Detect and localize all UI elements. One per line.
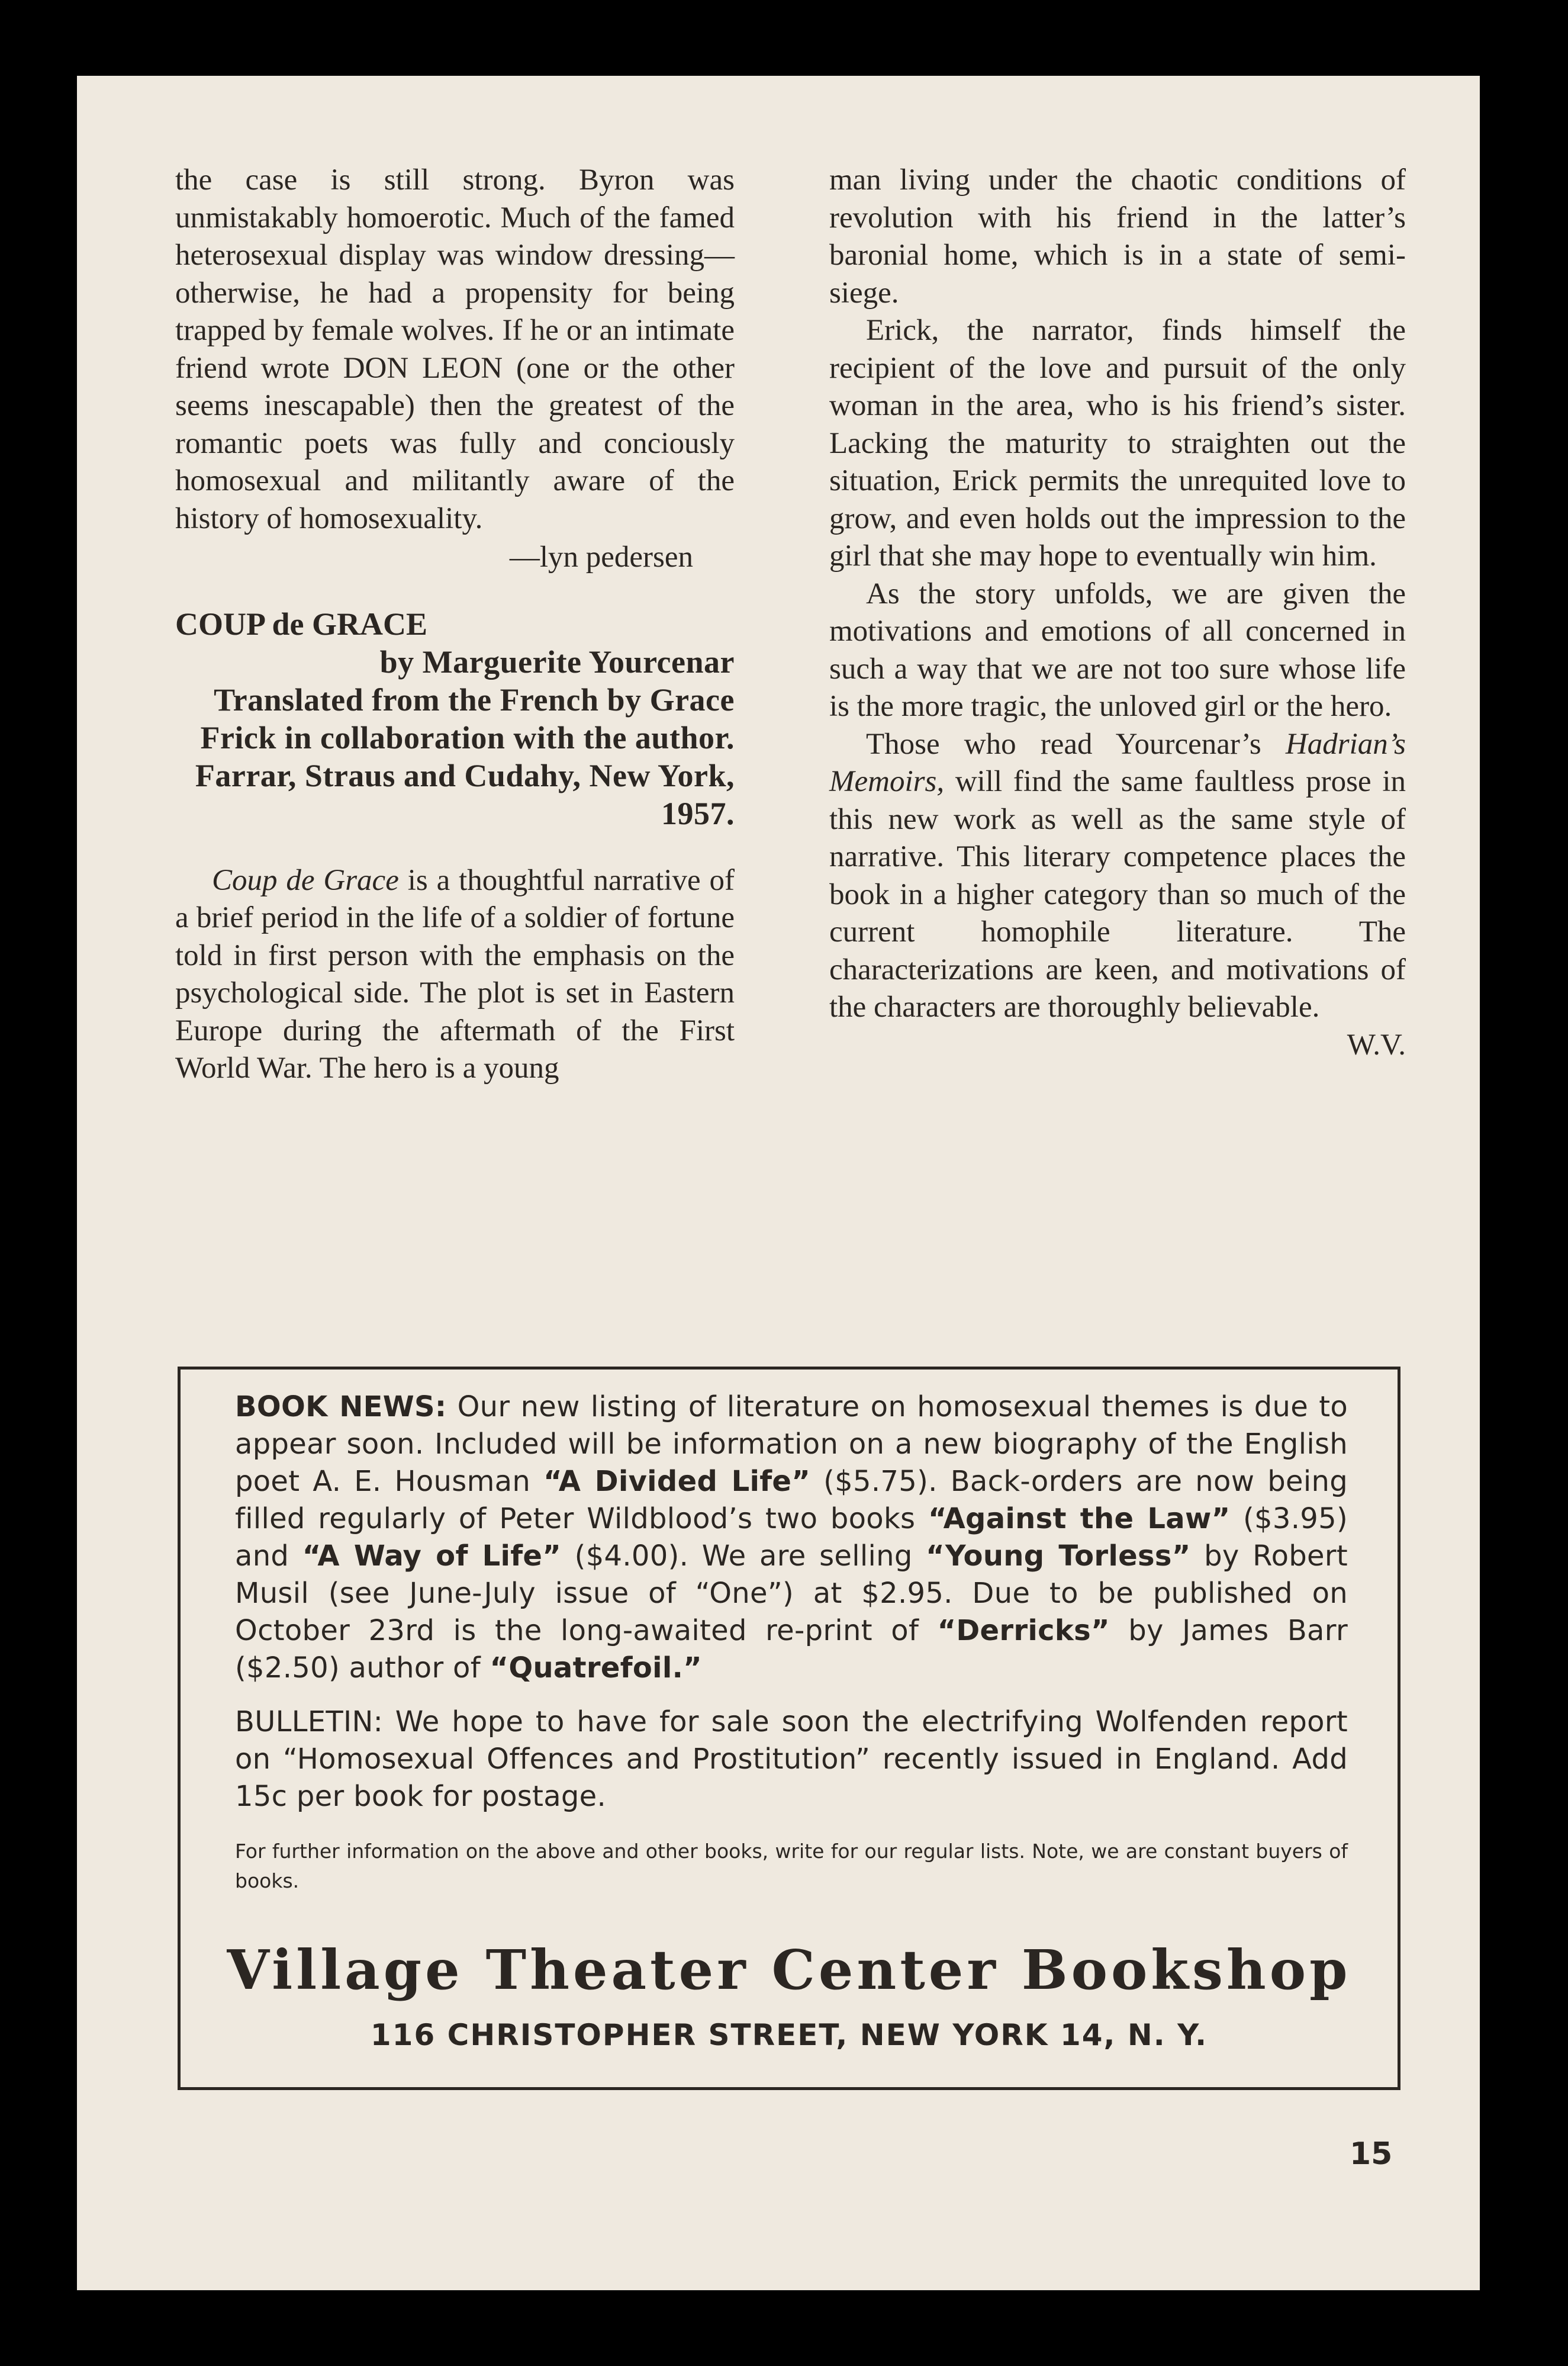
review-title: COUP de GRACE <box>175 606 428 642</box>
review-author: by Marguerite Yourcenar <box>379 644 735 680</box>
news-text: Our new listing of literature on homosexual themes is due to appear soon. Included will be information on a new biography of the English poet A. E. Housman <box>235 1390 1348 1498</box>
book-title: “A Divided Life” <box>543 1465 811 1498</box>
review-paragraph-erick: Erick, the narrator, finds himself the recipient of the love and pursuit of the only woman in the area, who is his friend’s sister. Lacking the maturity to straighten out the situation, Erick permits the unrequited love to grow, and even holds out the impression to the girl that she may hope to eventually win him. <box>829 314 1406 573</box>
page-number: 15 <box>1350 2136 1393 2172</box>
closing-text-start: Those who read Yourcenar’s <box>866 727 1261 761</box>
bookshop-advertisement <box>178 1367 1400 2090</box>
hadrians-memoirs-title: Hadrian’s Memoirs, <box>829 727 1406 798</box>
book-title: “Quatrefoil.” <box>490 1651 703 1685</box>
further-information: For further information on the above and other books, write for our regular lists. Note, we are constant buyers of books. <box>235 1840 1348 1892</box>
reviewer-initials: W.V. <box>1347 1028 1406 1062</box>
bookshop-name: Village Theater Center Bookshop <box>227 1938 1351 2002</box>
bulletin: BULLETIN: We hope to have for sale soon the electrifying Wolfenden report on “Homosexual Offences and Prostitution” recently issued in England. Add 15c per book for postage. <box>235 1705 1348 1813</box>
book-title: “Derricks” <box>937 1614 1110 1647</box>
magazine-page <box>77 76 1480 2290</box>
book-title: “Young Torless” <box>926 1539 1191 1573</box>
book-news <box>235 1388 1348 1687</box>
left-column <box>175 162 735 1088</box>
book-title: “A Way of Life” <box>302 1539 562 1573</box>
review-paragraph-story: As the story unfolds, we are given the motivations and emotions of all concerned in such a way that we are not too sure whose life is the more tragic, the unloved girl or the hero. <box>829 577 1406 723</box>
review-publication: Translated from the French by Grace Frick in collaboration with the author. Farrar, Straus and Cudahy, New York, 1957. <box>195 681 735 831</box>
news-text: by Robert Musil (see June-July issue of “One”) at $2.95. Due to be published on October 23rd is the long-awaited re-print of <box>235 1539 1348 1647</box>
news-text: ($5.75). Back-orders are now being filled regularly of Peter Wildblood’s two books <box>235 1465 1348 1535</box>
byron-paragraph: the case is still strong. Byron was unmistakably homoerotic. Much of the famed heterosexual display was window dressing—otherwise, he had a propensity for being trapped by female wolves. If he or an intimate friend wrote DON LEON (one or the other seems inescapable) then the greatest of the romantic poets was fully and conciously homosexual and militantly aware of the history of homosexuality. <box>175 163 735 535</box>
news-text: by James Barr ($2.50) author of <box>235 1614 1348 1685</box>
author-signature: —lyn pedersen <box>509 541 693 574</box>
review-paragraph <box>175 862 735 1088</box>
book-title: “Against the Law” <box>928 1502 1231 1535</box>
review-paragraph-closing <box>829 726 1406 1062</box>
review-book-title: Coup de Grace <box>212 863 399 897</box>
review-paragraph-continued: man living under the chaotic conditions of revolution with his friend in the latter’s baronial home, which is in a state of semi-siege. <box>829 163 1406 310</box>
bookshop-address: 116 CHRISTOPHER STREET, NEW YORK 14, N. Y. <box>370 2018 1208 2052</box>
closing-text-end: will find the same faultless prose in this new work as well as the same style of narrative. This literary competence places the book in a higher category than so much of the current homophile literature. The characterizations are keen, and motivations of the characters are thoroughly believable. <box>829 765 1406 1024</box>
right-column <box>829 162 1406 1064</box>
review-text: is a thoughtful narrative of a brief period in the life of a soldier of fortune told in first person with the emphasis on the psychological side. The plot is set in Eastern Europe during the aftermath of the First World War. The hero is a young <box>175 863 735 1085</box>
news-text: ($4.00). We are selling <box>574 1539 913 1573</box>
review-credits <box>175 643 735 832</box>
book-news-label: BOOK NEWS: <box>235 1390 447 1423</box>
news-text: ($3.95) and <box>235 1502 1348 1573</box>
